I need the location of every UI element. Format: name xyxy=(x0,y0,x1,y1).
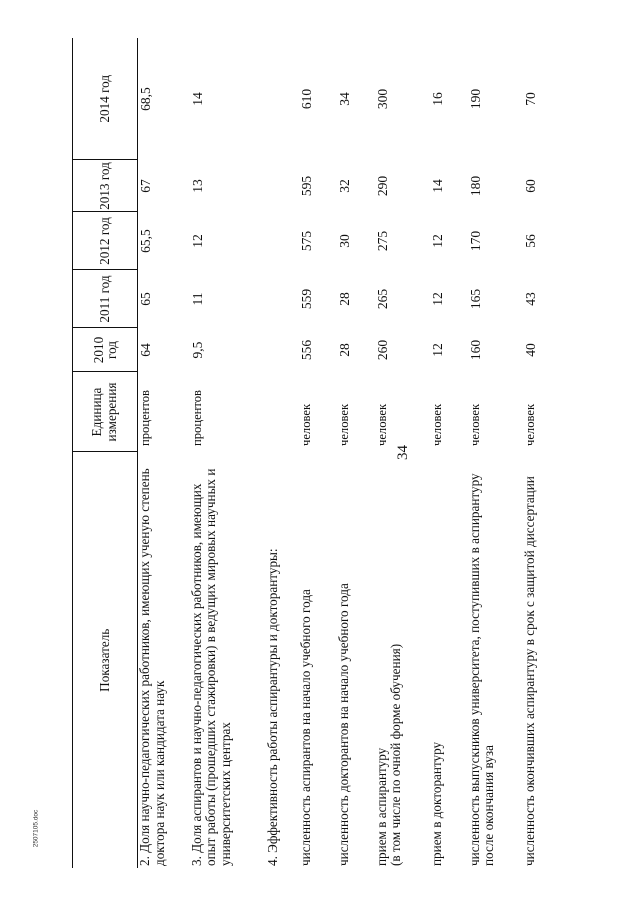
value-cell: 30 xyxy=(336,234,352,248)
value-cell: 64 xyxy=(138,343,153,357)
table-row xyxy=(138,38,190,868)
indicator-cell: численность окончивших аспирантуру в срок с защитой диссертации xyxy=(521,476,537,866)
table-row xyxy=(523,38,567,868)
value-cell: 28 xyxy=(336,292,352,306)
header-indicator: Показатель xyxy=(73,452,138,868)
value-cell: 170 xyxy=(467,230,483,252)
file-tag: 2507105.doc xyxy=(32,809,40,848)
unit-cell: процентов xyxy=(138,390,152,446)
value-cell: 595 xyxy=(298,175,314,197)
indicator-cell: численность докторантов на начало учебного года xyxy=(335,583,351,866)
value-cell: 160 xyxy=(467,339,483,361)
unit-cell: человек xyxy=(298,403,313,446)
value-cell: 60 xyxy=(522,179,538,193)
value-cell: 68,5 xyxy=(138,87,153,111)
value-cell: 16 xyxy=(429,92,445,106)
unit-cell: человек xyxy=(522,403,537,446)
header-year: 2012 год xyxy=(73,212,138,270)
page-number: 34 xyxy=(395,445,411,460)
value-cell: 575 xyxy=(298,230,314,252)
value-cell: 275 xyxy=(374,230,390,252)
value-cell: 56 xyxy=(522,234,538,248)
indicator-cell: 3. Доля аспирантов и научно-педагогических работников, имеющих опыт работы (прошедших стажировки) в ведущих мировых научных и университетских центрах xyxy=(188,468,234,866)
value-cell: 300 xyxy=(374,88,390,110)
unit-cell xyxy=(266,372,299,452)
indicator-cell: прием в докторантуру xyxy=(428,741,444,866)
value-cell: 65 xyxy=(138,292,153,306)
value-cell xyxy=(266,160,299,212)
value-cell: 290 xyxy=(374,175,390,197)
value-cell: 65,5 xyxy=(138,229,153,253)
table-row xyxy=(266,38,299,868)
header-unit: Единица измерения xyxy=(73,372,138,452)
value-cell: 28 xyxy=(336,343,352,357)
indicator-cell: численность аспирантов на начало учебного года xyxy=(297,589,313,866)
value-cell: 70 xyxy=(522,92,538,106)
unit-cell: человек xyxy=(336,403,351,446)
value-cell: 190 xyxy=(467,88,483,110)
indicator-cell: 2. Доля научно-педагогических работников, имеющих ученую степень доктора наук или кандидата наук xyxy=(137,468,167,866)
indicator-cell: прием в аспирантуру (в том числе по очной форме обучения) xyxy=(373,643,404,866)
table-row xyxy=(190,38,266,868)
indicator-table xyxy=(72,38,567,868)
indicator-cell: 4. Эффективность работы аспирантуры и докторантуры: xyxy=(264,548,280,866)
unit-cell: человек xyxy=(429,403,444,446)
value-cell: 12 xyxy=(429,234,445,248)
value-cell xyxy=(266,270,299,328)
table-row xyxy=(468,38,523,868)
value-cell: 9,5 xyxy=(189,341,205,359)
table-row xyxy=(299,38,337,868)
header-year: 2014 год xyxy=(73,38,138,160)
value-cell: 180 xyxy=(467,175,483,197)
unit-cell: процентов xyxy=(189,390,204,446)
header-year: 2013 год xyxy=(73,160,138,212)
value-cell: 12 xyxy=(429,292,445,306)
value-cell xyxy=(266,212,299,270)
value-cell: 556 xyxy=(298,339,314,361)
rotated-page xyxy=(72,38,592,868)
value-cell xyxy=(266,328,299,372)
indicator-cell: численность выпускников университета, поступивших в аспирантуру после окончания вуза xyxy=(466,473,497,866)
value-cell: 43 xyxy=(522,292,538,306)
value-cell xyxy=(266,38,299,160)
value-cell: 559 xyxy=(298,288,314,310)
header-year: 2011 год xyxy=(73,270,138,328)
value-cell: 67 xyxy=(138,179,153,193)
value-cell: 12 xyxy=(189,234,205,248)
table-header-row xyxy=(73,38,138,868)
table-row xyxy=(375,38,430,868)
value-cell: 12 xyxy=(429,343,445,357)
table-row xyxy=(337,38,375,868)
unit-cell: человек xyxy=(374,403,389,446)
value-cell: 265 xyxy=(374,288,390,310)
value-cell: 260 xyxy=(374,339,390,361)
value-cell: 13 xyxy=(189,179,205,193)
value-cell: 11 xyxy=(189,292,205,306)
value-cell: 165 xyxy=(467,288,483,310)
value-cell: 32 xyxy=(336,179,352,193)
value-cell: 14 xyxy=(189,92,205,106)
unit-cell: человек xyxy=(467,403,482,446)
value-cell: 34 xyxy=(336,92,352,106)
value-cell: 610 xyxy=(298,88,314,110)
value-cell: 14 xyxy=(429,179,445,193)
header-year: 2010 год xyxy=(73,328,138,372)
table-row xyxy=(430,38,468,868)
value-cell: 40 xyxy=(522,343,538,357)
